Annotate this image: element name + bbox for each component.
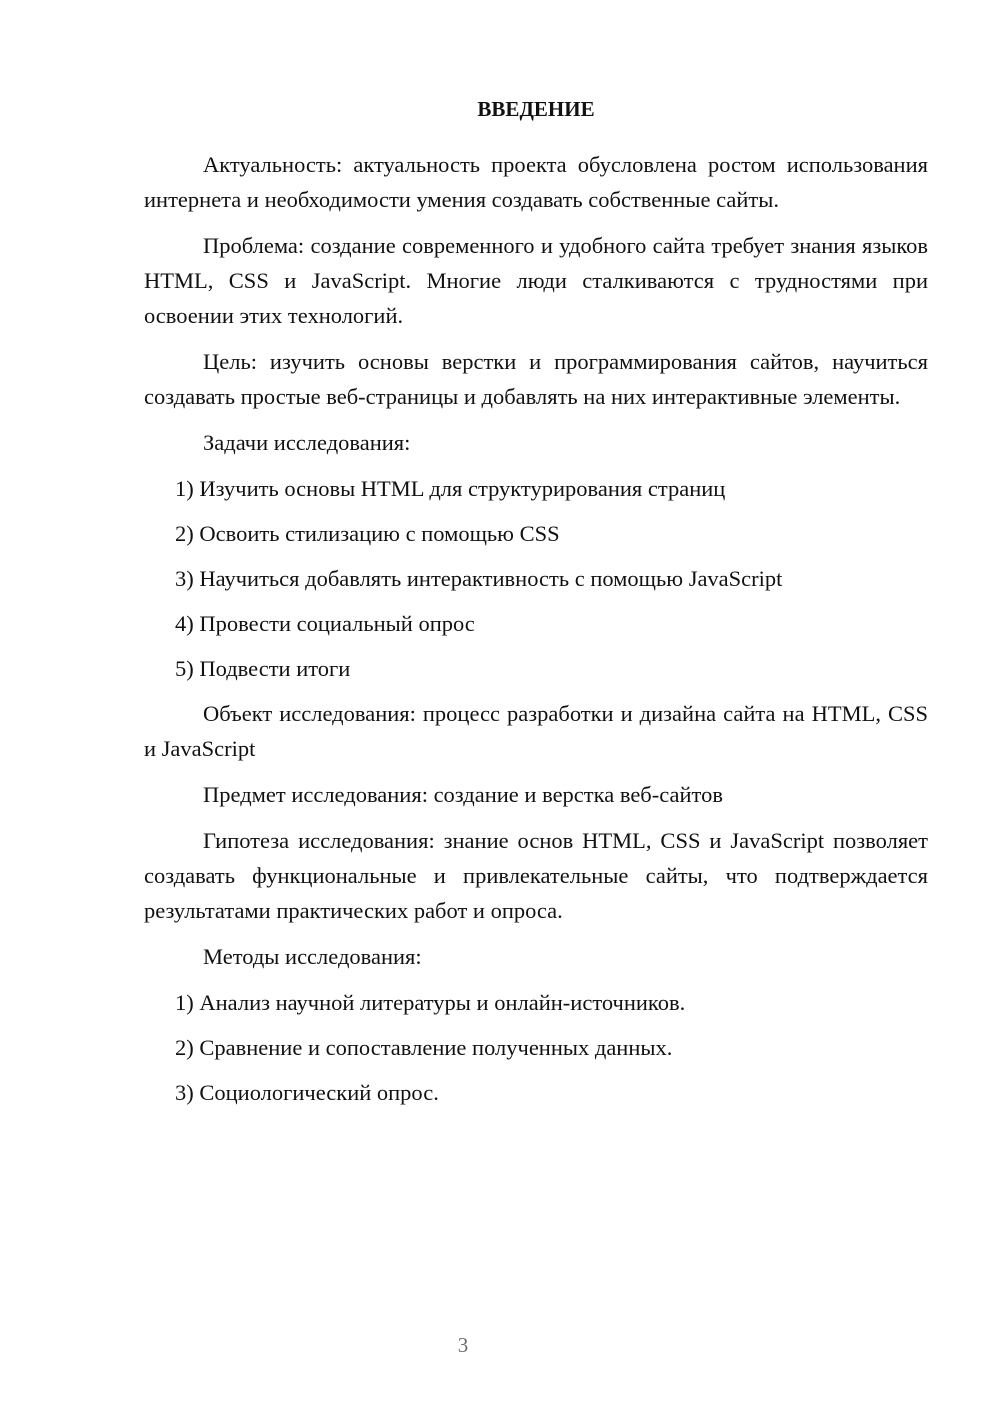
hypothesis-paragraph: Гипотеза исследования: знание основ HTML, CSS и JavaScript позволяет создавать функциональные и привлекательные сайты, что подтверждается результатами практических работ и опроса. — [144, 828, 928, 923]
list-item: 3) Научиться добавлять интерактивность с помощью JavaScript — [175, 566, 783, 591]
goal-paragraph: Цель: изучить основы верстки и программирования сайтов, научиться создавать простые веб-страницы и добавлять на них интерактивные элементы. — [144, 349, 928, 409]
list-item: 1) Изучить основы HTML для структурирования страниц — [175, 476, 726, 501]
object-paragraph: Объект исследования: процесс разработки и дизайна сайта на HTML, CSS и JavaScript — [144, 701, 928, 761]
page-content — [144, 92, 928, 1120]
list-item: 1) Анализ научной литературы и онлайн-источников. — [175, 990, 686, 1015]
tasks-heading: Задачи исследования: — [203, 430, 411, 455]
list-item: 2) Освоить стилизацию с помощью CSS — [175, 521, 560, 546]
relevance-paragraph: Актуальность: актуальность проекта обусловлена ростом использования интернета и необходимости умения создавать собственные сайты. — [144, 152, 928, 212]
page-number: 3 — [457, 1333, 469, 1357]
problem-paragraph: Проблема: создание современного и удобного сайта требует знания языков HTML, CSS и JavaScript. Многие люди сталкиваются с трудностями при освоении этих технологий. — [144, 233, 928, 328]
list-item: 2) Сравнение и сопоставление полученных данных. — [175, 1035, 673, 1060]
list-item: 5) Подвести итоги — [175, 656, 351, 681]
methods-heading: Методы исследования: — [203, 944, 422, 969]
page-title: ВВЕДЕНИЕ — [477, 97, 595, 121]
subject-paragraph: Предмет исследования: создание и верстка веб-сайтов — [203, 782, 723, 807]
list-item: 3) Социологический опрос. — [175, 1080, 439, 1105]
list-item: 4) Провести социальный опрос — [175, 611, 475, 636]
